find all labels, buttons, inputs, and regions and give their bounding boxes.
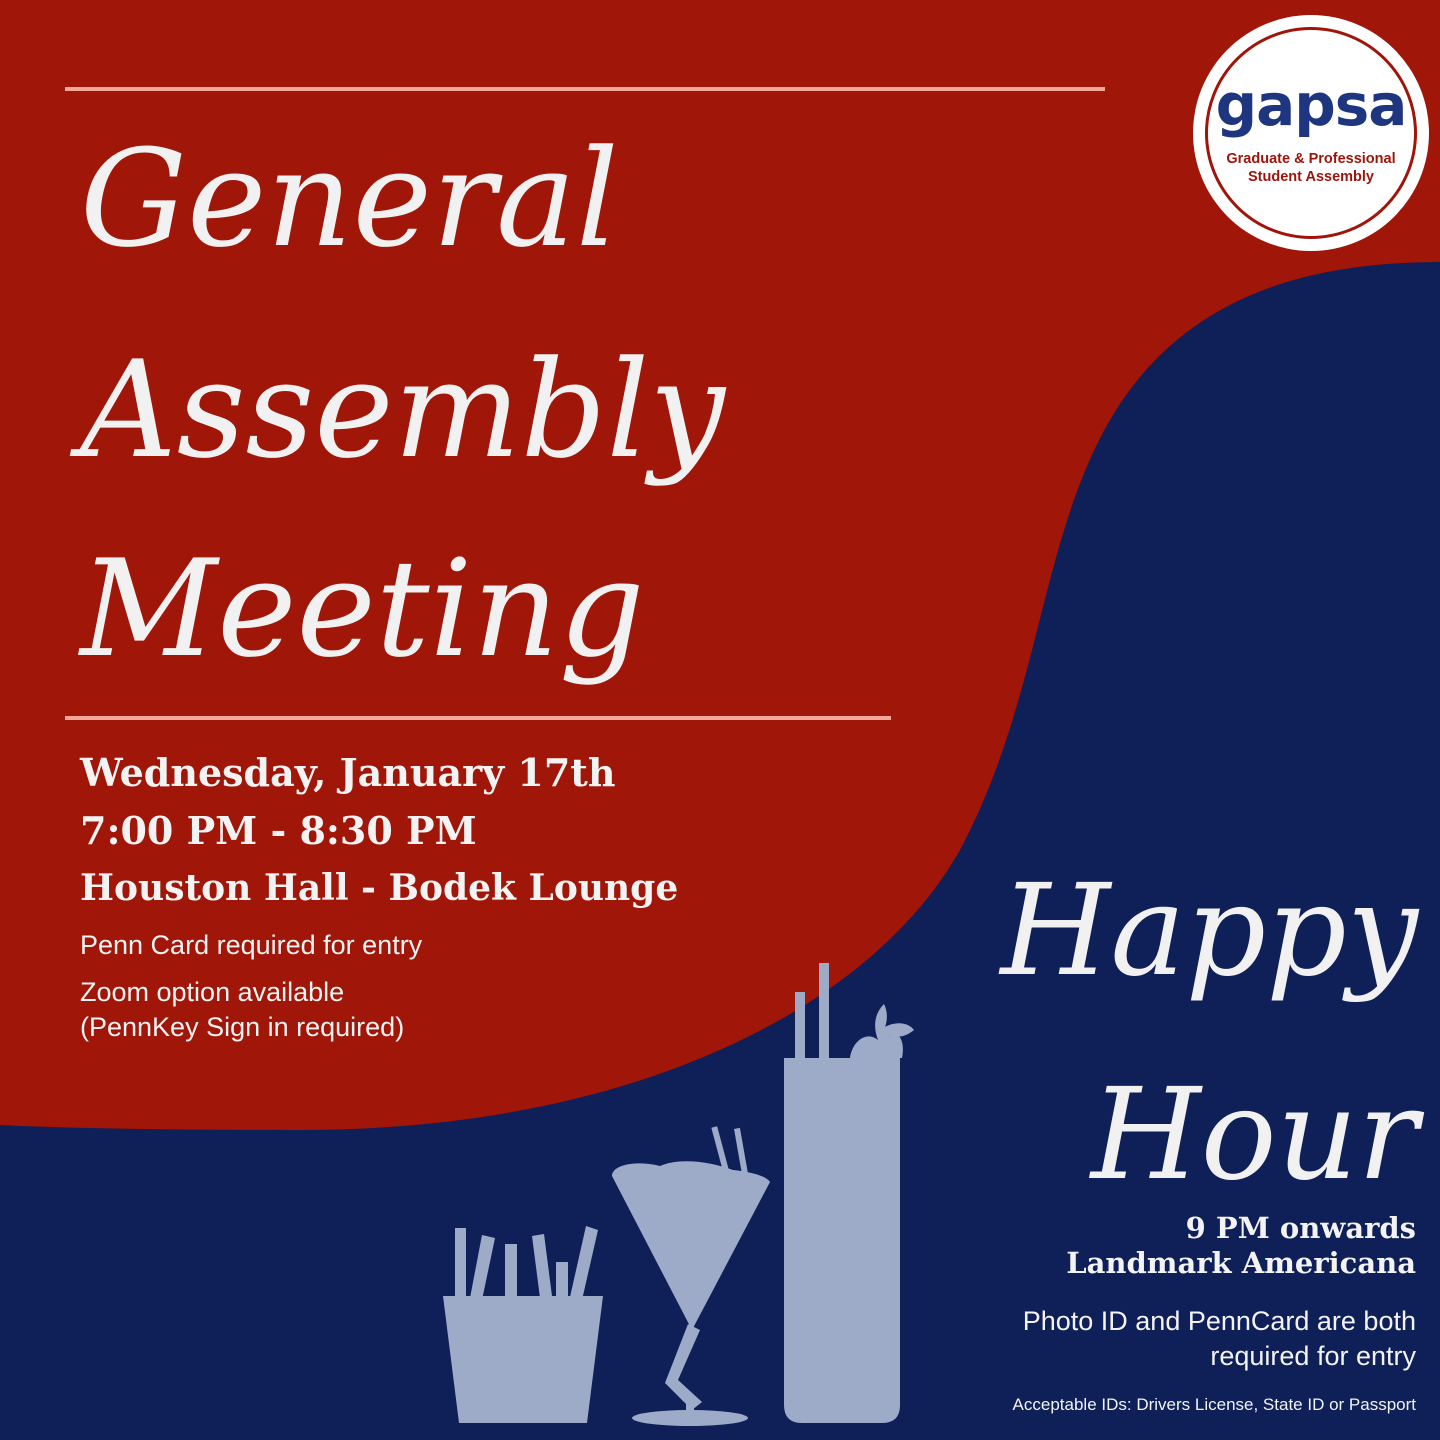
happy-hour-id-line-2: required for entry	[1210, 1341, 1416, 1371]
logo-subtitle-line-2: Student Assembly	[1248, 169, 1374, 185]
happy-hour-id-line-1: Photo ID and PennCard are both	[1022, 1306, 1416, 1336]
meeting-location: Houston Hall - Bodek Lounge	[80, 867, 679, 909]
meeting-time: 7:00 PM - 8:30 PM	[80, 808, 477, 853]
happy-hour-time: 9 PM onwards	[1185, 1211, 1416, 1245]
meeting-title-line-3: Meeting	[80, 531, 645, 687]
martini-glass-icon	[612, 1126, 770, 1426]
meeting-date: Wednesday, January 17th	[80, 750, 616, 795]
happy-hour-venue: Landmark Americana	[1066, 1246, 1416, 1280]
meeting-title-line-1: General	[80, 121, 619, 277]
tall-cocktail-icon	[784, 963, 914, 1423]
meeting-title-line-2: Assembly	[80, 332, 726, 488]
logo-wordmark: gapsa	[1215, 71, 1407, 139]
happy-hour-title-line-2: Hour	[1090, 1061, 1418, 1208]
happy-hour-title-line-1: Happy	[1000, 857, 1418, 1004]
logo-subtitle-line-1: Graduate & Professional	[1226, 151, 1396, 167]
meeting-zoom-line-1: Zoom option available	[80, 977, 345, 1007]
meeting-zoom-line-2: (PennKey Sign in required)	[80, 1012, 405, 1042]
happy-hour-acceptable-ids: Acceptable IDs: Drivers License, State ID or Passport	[1012, 1395, 1416, 1414]
meeting-entry-note: Penn Card required for entry	[80, 930, 423, 960]
fries-icon	[443, 1226, 603, 1423]
